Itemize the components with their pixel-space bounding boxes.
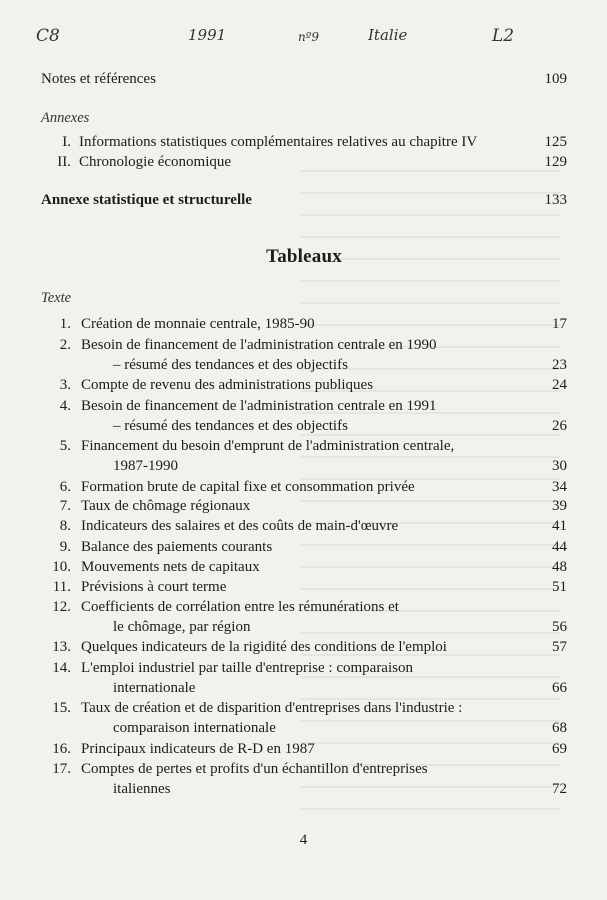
toc-entry-page: 66 (552, 680, 567, 696)
toc-entry-number: 16. (52, 741, 71, 757)
toc-entry-label: Indicateurs des salaires et des coûts de main-d'œuvre (81, 518, 399, 534)
toc-table-entry (41, 659, 567, 678)
toc-entry-number: 4. (59, 398, 71, 414)
toc-table-entry-continuation (113, 457, 567, 476)
toc-table-entry (41, 517, 567, 536)
toc-entry-annexe-statistique (41, 191, 567, 210)
toc-table-entry (41, 437, 567, 456)
toc-entry-label-continuation: internationale (113, 680, 196, 696)
toc-entry-page: 30 (552, 458, 567, 474)
toc-table-entry (41, 598, 567, 617)
toc-entry-page: 34 (552, 479, 567, 495)
toc-entry-label: Balance des paiements courants (81, 539, 273, 555)
toc-entry-label: Quelques indicateurs de la rigidité des conditions de l'emploi (81, 639, 447, 655)
toc-entry-label: Taux de chômage régionaux (81, 498, 251, 514)
toc-entry-number: 12. (52, 599, 71, 615)
toc-entry-label: Informations statistiques complémentaires relatives au chapitre IV (79, 134, 478, 150)
toc-entry-label: Mouvements nets de capitaux (81, 559, 260, 575)
handwriting-note: 1991 (188, 26, 227, 44)
toc-entry-page: 125 (544, 134, 567, 150)
toc-table-entry (41, 376, 567, 395)
handwritten-annotation (0, 26, 607, 56)
toc-table-entry (41, 760, 567, 779)
toc-entry-page: 72 (552, 781, 567, 797)
toc-entry-page: 69 (552, 741, 567, 757)
toc-entry-number: 5. (59, 438, 71, 454)
toc-entry-label: Formation brute de capital fixe et consommation privée (81, 479, 415, 495)
toc-entry-page: 129 (544, 154, 567, 170)
toc-table-entry (41, 336, 567, 355)
toc-entry-number: 13. (52, 639, 71, 655)
toc-entry-label: Compte de revenu des administrations publiques (81, 377, 374, 393)
toc-table-entry-continuation (113, 356, 567, 375)
toc-table-entry (41, 578, 567, 597)
toc-entry-label-continuation: – résumé des tendances et des objectifs (113, 418, 348, 434)
toc-entry-page: 133 (544, 192, 567, 208)
toc-entry-label: Prévisions à court terme (81, 579, 227, 595)
toc-table-entry (41, 497, 567, 516)
toc-entry-label: Comptes de pertes et profits d'un échantillon d'entreprises (81, 761, 428, 777)
toc-table-entry-continuation (113, 417, 567, 436)
toc-entry-page: 24 (552, 377, 567, 393)
toc-table-entry (41, 538, 567, 557)
toc-entry-label: Notes et références (41, 71, 156, 87)
toc-entry-label-continuation: 1987-1990 (113, 458, 178, 474)
toc-table-entry (41, 699, 567, 718)
toc-entry-page: 17 (552, 316, 567, 332)
toc-entry-label-continuation: italiennes (113, 781, 171, 797)
toc-entry-label: Financement du besoin d'emprunt de l'administration centrale, (81, 438, 455, 454)
toc-table-entry (41, 478, 567, 497)
toc-entry-number: 8. (59, 518, 71, 534)
toc-entry-number: 7. (59, 498, 71, 514)
toc-entry-label: Annexe statistique et structurelle (41, 192, 252, 208)
toc-entry-label-continuation: comparaison internationale (113, 720, 276, 736)
toc-entry-page: 57 (552, 639, 567, 655)
toc-table-entry-continuation (113, 780, 567, 799)
toc-entry-page: 56 (552, 619, 567, 635)
toc-entry-number: 6. (59, 479, 71, 495)
section-title-tableaux: Tableaux (266, 246, 342, 267)
toc-entry-annexe-1 (41, 133, 567, 152)
toc-table-entry (41, 638, 567, 657)
toc-entry-notes (41, 70, 567, 89)
toc-table-entry-continuation (113, 719, 567, 738)
toc-entry-label: Coefficients de corrélation entre les rémunérations et (81, 599, 399, 615)
toc-entry-label: Besoin de financement de l'administration centrale en 1990 (81, 337, 437, 353)
handwriting-note: nº9 (298, 30, 320, 44)
toc-entry-page: 41 (552, 518, 567, 534)
toc-entry-page: 44 (552, 539, 567, 555)
page-number: 4 (299, 832, 308, 848)
toc-table-entry-continuation (113, 618, 567, 637)
toc-entry-number: 10. (52, 559, 71, 575)
toc-entry-label: L'emploi industriel par taille d'entreprise : comparaison (81, 660, 413, 676)
toc-entry-page: 109 (544, 71, 567, 87)
toc-table-entry (41, 397, 567, 416)
tableaux-subheading: Texte (41, 290, 72, 306)
handwriting-note: L2 (492, 26, 515, 46)
toc-table-entry (41, 740, 567, 759)
toc-entry-number: 9. (59, 539, 71, 555)
toc-entry-number: 3. (59, 377, 71, 393)
toc-entry-number: 11. (52, 579, 71, 595)
toc-entry-label-continuation: le chômage, par région (113, 619, 251, 635)
toc-entry-label: Taux de création et de disparition d'entreprises dans l'industrie : (81, 700, 463, 716)
handwriting-note: C8 (36, 26, 60, 46)
toc-table-entry-continuation (113, 679, 567, 698)
toc-entry-annexe-2 (41, 153, 567, 172)
toc-entry-number: 14. (52, 660, 71, 676)
toc-entry-label-continuation: – résumé des tendances et des objectifs (113, 357, 348, 373)
toc-entry-number: 17. (52, 761, 71, 777)
handwriting-note: Italie (368, 26, 408, 44)
toc-entry-number: 15. (52, 700, 71, 716)
toc-entry-page: 68 (552, 720, 567, 736)
toc-entry-page: 39 (552, 498, 567, 514)
toc-entry-label: Création de monnaie centrale, 1985-90 (81, 316, 315, 332)
toc-entry-number: II. (57, 154, 71, 170)
toc-entry-number: 1. (59, 316, 71, 332)
toc-entry-number: I. (62, 134, 71, 150)
toc-entry-page: 48 (552, 559, 567, 575)
toc-entry-label: Besoin de financement de l'administration centrale en 1991 (81, 398, 437, 414)
annexes-heading: Annexes (41, 110, 90, 126)
toc-entry-page: 23 (552, 357, 567, 373)
toc-entry-page: 51 (552, 579, 567, 595)
toc-entry-number: 2. (59, 337, 71, 353)
toc-entry-label: Principaux indicateurs de R-D en 1987 (81, 741, 315, 757)
toc-table-entry (41, 558, 567, 577)
toc-table-entry (41, 315, 567, 334)
toc-entry-page: 26 (552, 418, 567, 434)
toc-entry-label: Chronologie économique (79, 154, 232, 170)
